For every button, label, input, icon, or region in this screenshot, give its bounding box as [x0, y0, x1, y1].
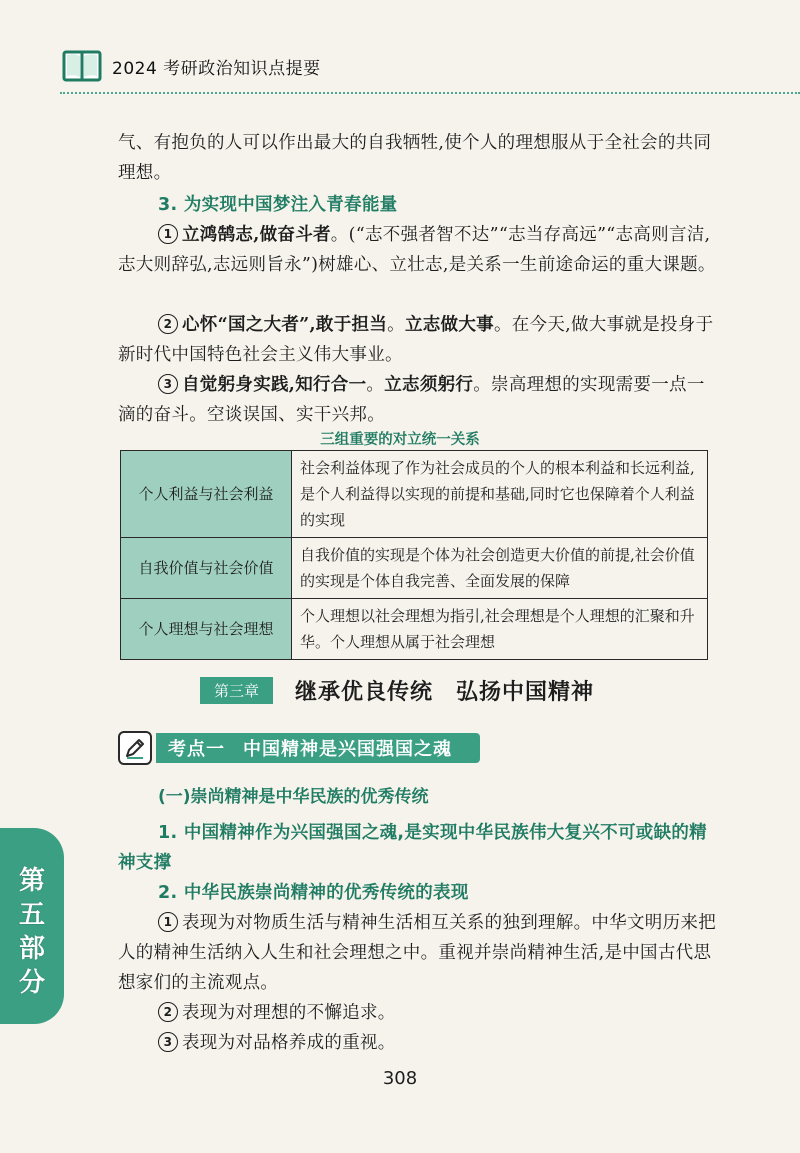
section-banner: [118, 732, 480, 764]
point-2: [118, 878, 718, 908]
point-item-1-text: 。(“志不强者智不达”“志当存高远”“志高则言洁,志大则辞弘,志远则旨永”)树雄心、立壮志,是关系一生前途命运的重大课题。: [118, 225, 716, 275]
subheading-3: [118, 190, 718, 220]
point-item-2-bold: 心怀“国之大者”,敢于担当: [182, 315, 388, 335]
circled-number: 3: [158, 374, 178, 394]
table-value-cell: 个人理想以社会理想为指引,社会理想是个人理想的汇聚和升华。个人理想从属于社会理想: [292, 599, 708, 660]
table-caption: 三组重要的对立统一关系: [320, 432, 480, 448]
side-tab-char: 第: [18, 866, 45, 896]
point-item-1-bold: 立鸿鹄志,做奋斗者: [182, 225, 331, 245]
section-title-band: [156, 733, 480, 763]
chapter-heading: [200, 675, 594, 706]
chapter-title: 继承优良传统 弘扬中国精神: [295, 680, 595, 705]
bullet-1-text: 表现为对物质生活与精神生活相互关系的独到理解。中华文明历来把人的精神生活纳入人生和社会理想之中。重视并崇尚精神生活,是中国古代思想家们的主流观点。: [118, 913, 716, 993]
circled-number: 2: [158, 314, 178, 334]
point-item-2-mid: 。: [387, 315, 405, 335]
section-title: 中国精神是兴国强国之魂: [243, 739, 452, 760]
relations-table: [120, 450, 708, 660]
part-side-label: [10, 864, 54, 1000]
page-number: 308: [382, 1068, 418, 1089]
table-value-cell: 社会利益体现了作为社会成员的个人的根本利益和长远利益,是个人利益得以实现的前提和基础,同时它也保障着个人利益的实现: [292, 451, 708, 538]
subheading-3-text: 3. 为实现中国梦注入青春能量: [158, 195, 398, 215]
point-item-2-text: 。在今天,做大事就是投身于新时代中国特色社会主义伟大事业。: [118, 315, 714, 365]
intro-paragraph: 气、有抱负的人可以作出最大的自我牺牲,使个人的理想服从于全社会的共同理想。: [118, 133, 712, 183]
point-item-3-bold2: 立志须躬行: [384, 375, 474, 395]
point-item-3-bold: 自觉躬身实践,知行合一: [182, 375, 367, 395]
table-key-cell: 自我价值与社会价值: [121, 538, 292, 599]
page-header: [62, 46, 321, 86]
table-row: [121, 538, 708, 599]
point-1: [118, 818, 718, 878]
bullet-2: [118, 998, 718, 1028]
book-icon: [62, 49, 102, 83]
subsection-heading: (一)崇尚精神是中华民族的优秀传统: [158, 787, 429, 807]
bullet-3-text: 表现为对品格养成的重视。: [182, 1033, 396, 1053]
table-row: [121, 451, 708, 538]
side-tab-char: 部: [18, 934, 45, 964]
table-row: [121, 599, 708, 660]
point-item-3-text: 。崇高理想的实现需要一点一滴的奋斗。空谈误国、实干兴邦。: [118, 375, 705, 425]
table-key-cell: 个人利益与社会利益: [121, 451, 292, 538]
pencil-icon: [118, 731, 152, 765]
header-divider: [60, 92, 800, 94]
table-value-cell: 自我价值的实现是个体为社会创造更大价值的前提,社会价值的实现是个体自我完善、全面发展的保障: [292, 538, 708, 599]
header-title: 2024 考研政治知识点提要: [112, 58, 321, 79]
circled-number: 1: [158, 912, 178, 932]
point-item-2: [118, 310, 718, 370]
circled-number: 2: [158, 1002, 178, 1022]
point-item-1: [118, 220, 718, 280]
point-item-2-bold2: 立志做大事: [404, 315, 494, 335]
point-item-3-mid: 。: [366, 375, 385, 395]
point-item-3: [118, 370, 718, 430]
chapter-tag: 第三章: [200, 677, 273, 704]
point-2-text: 2. 中华民族崇尚精神的优秀传统的表现: [158, 883, 469, 903]
table-key-cell: 个人理想与社会理想: [121, 599, 292, 660]
bullet-2-text: 表现为对理想的不懈追求。: [182, 1003, 396, 1023]
side-tab-char: 五: [18, 900, 45, 930]
circled-number: 1: [158, 224, 178, 244]
section-label: 考点一: [168, 739, 225, 760]
circled-number: 3: [158, 1032, 178, 1052]
point-1-text: 1. 中国精神作为兴国强国之魂,是实现中华民族伟大复兴不可或缺的精神支撑: [118, 823, 707, 873]
bullet-3: [118, 1028, 718, 1058]
bullet-1: [118, 908, 718, 998]
side-tab-char: 分: [18, 968, 45, 998]
